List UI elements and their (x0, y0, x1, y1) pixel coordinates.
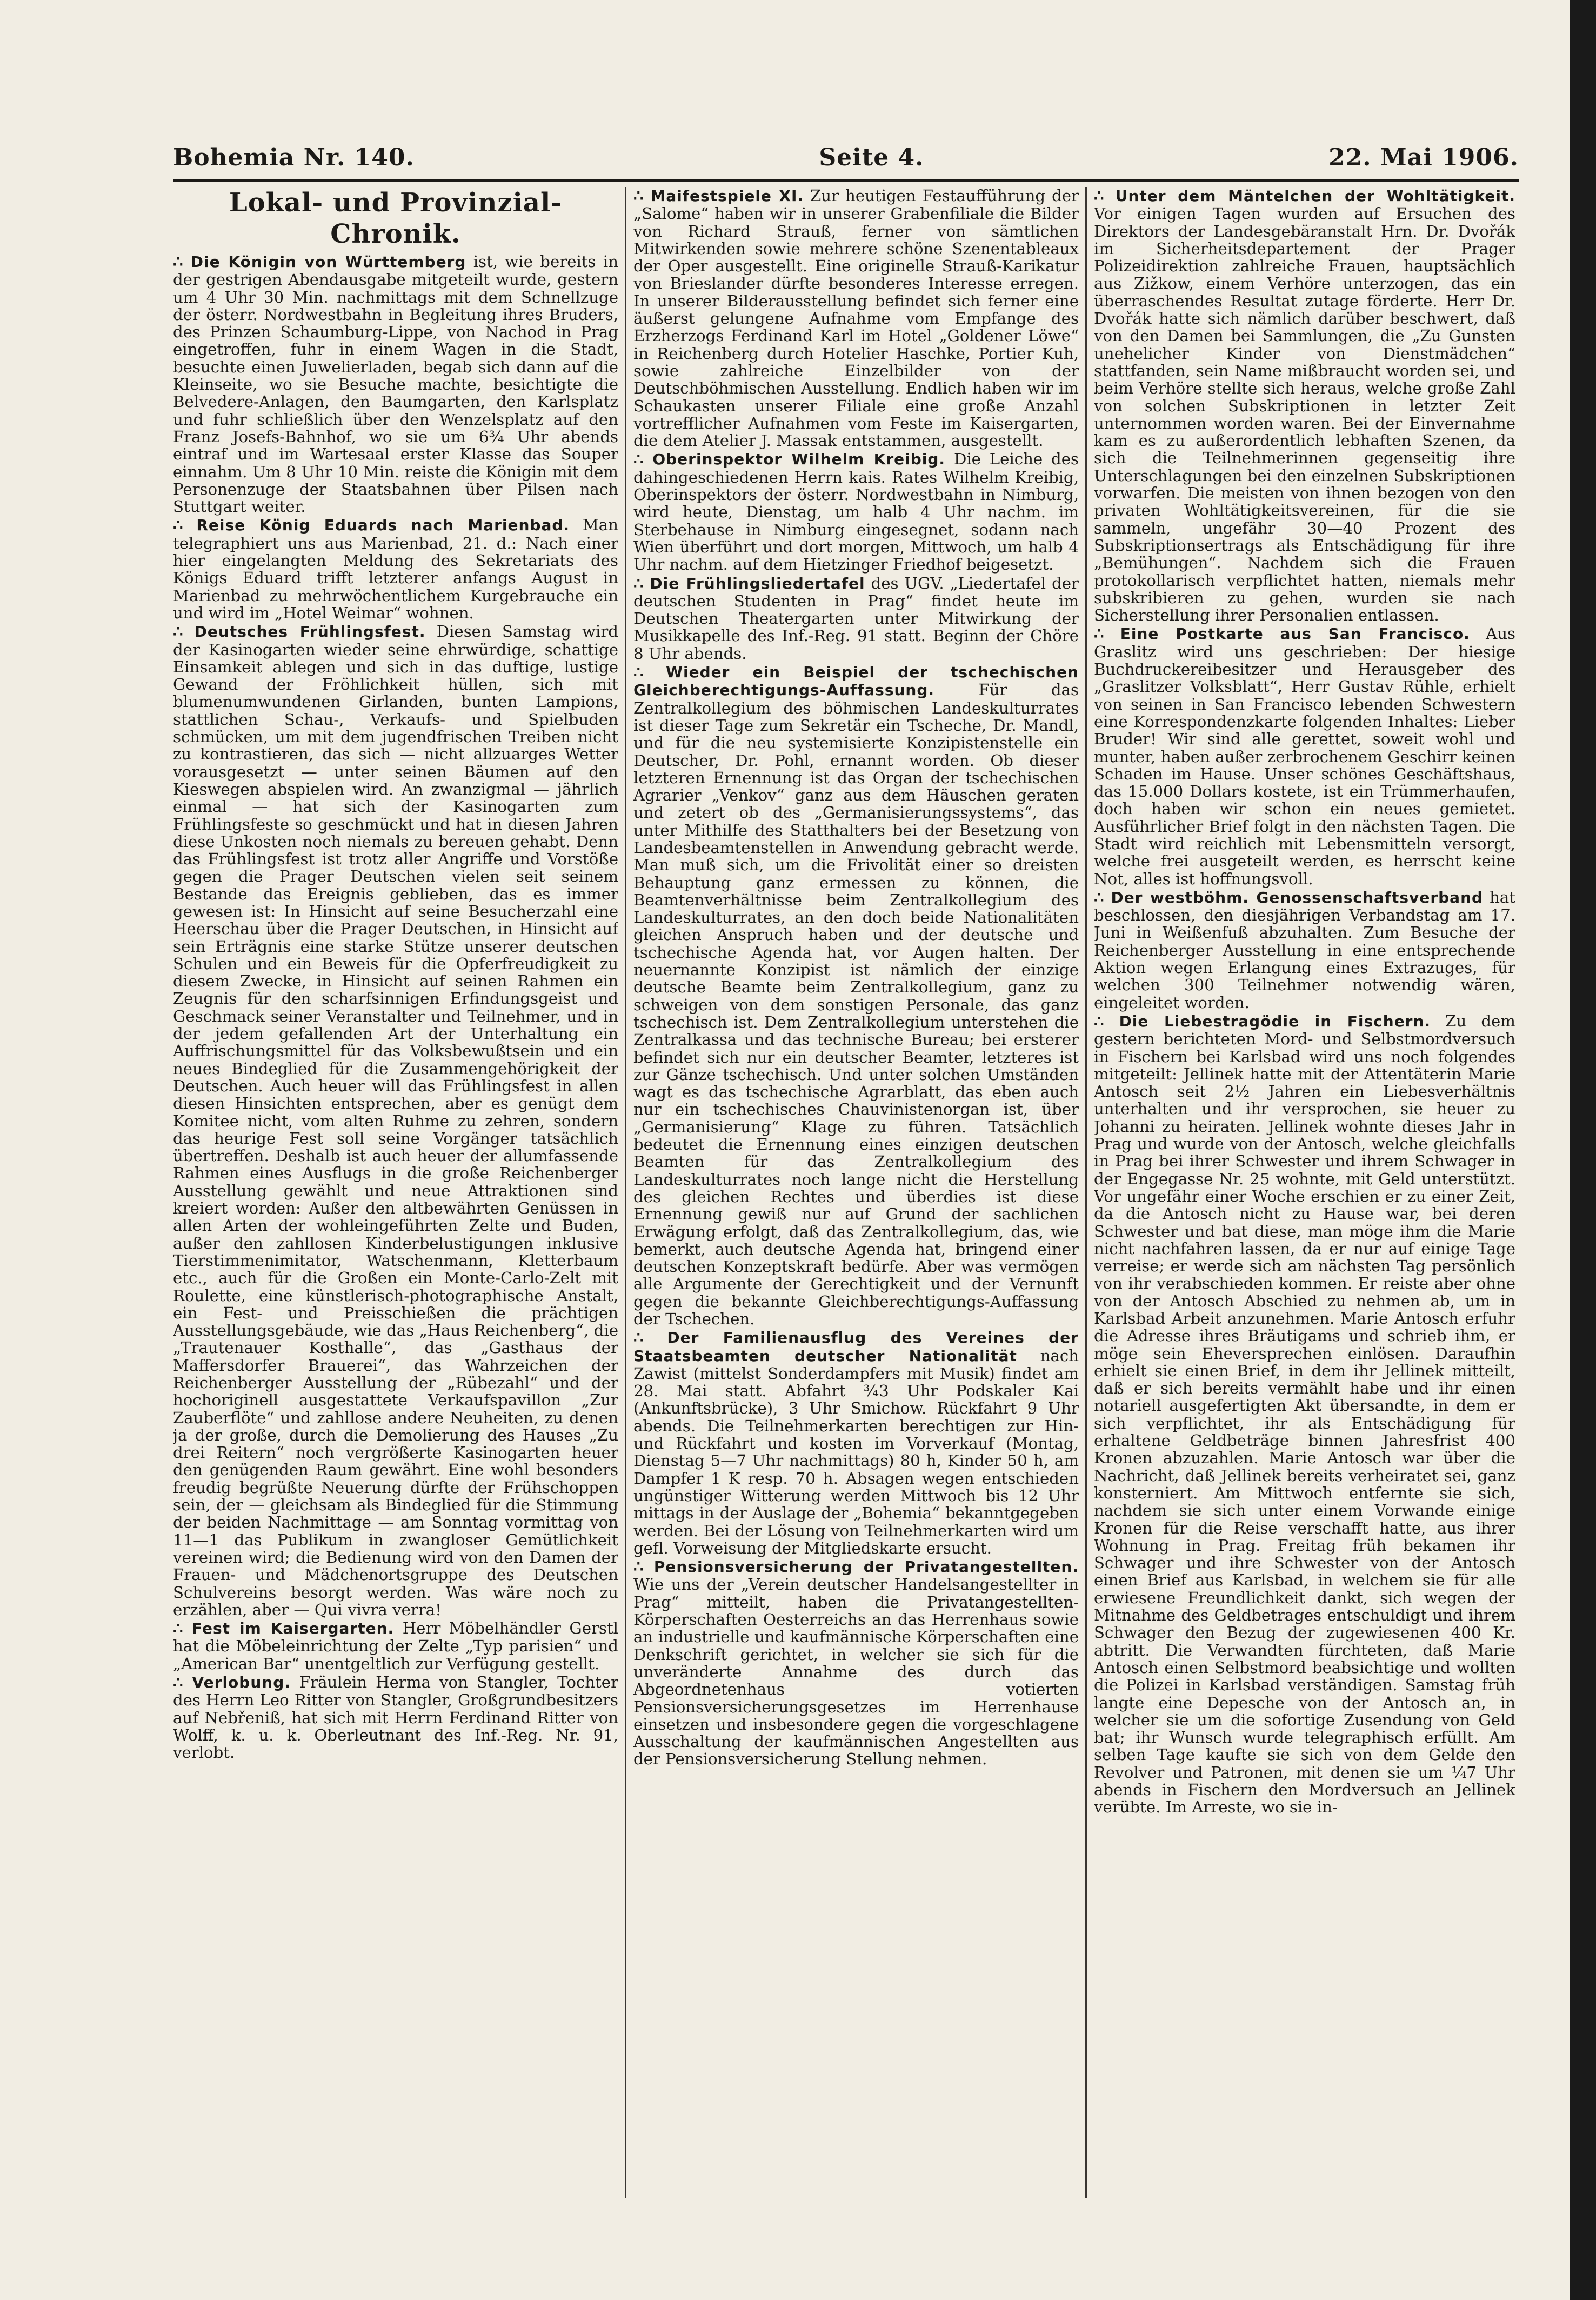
article-headline: Die Liebestragödie in Fischern. (1119, 1012, 1431, 1030)
article-body: Wie uns der „Verein deutscher Handelsangestellter in Prag“ mitteilt, haben die Privatangestellten-Körperschaften Oesterreichs an das Herrenhaus sowie an industrielle und kaufmännische Körperschaften eine Denkschrift gerichtet, in welcher sie sich für die unveränderte Annahme des durch das Abgeordnetenhaus votierten Pensionsversicherungsgesetzes im Herrenhause einsetzen und insbesondere gegen die vorgeschlagene Ausschaltung der kaufmännischen Angestellten aus der Pensionsversicherung Stellung nehmen. (633, 1575, 1079, 1769)
article-body: Vor einigen Tagen wurden auf Ersuchen des Direktors der Landesgebäranstalt Hrn. Dr. Dvořák im Sicherheitsdepartement der Prager Polizeidirektion zahlreiche Frauen, hauptsächlich aus Zižkow, einem Verhöre unterzogen, das ein überraschendes Resultat zutage förderte. Herr Dr. Dvořák hatte sich nämlich darüber beschwert, daß von den Damen bei Sammlungen, die „Zu Gunsten unehelicher Kinder von Dienstmädchen“ stattfanden, sein Name mißbraucht worden sei, und beim Verhöre stellte sich heraus, welche große Zahl von solchen Subskriptionen in letzter Zeit unternommen worden waren. Bei der Einvernahme kam es zu außerordentlich lebhaften Szenen, da sich die Teilnehmerinnen gegenseitig ihre Unterschlagungen bei den einzelnen Subskriptionen vorwarfen. Die meisten von ihnen bezogen von den privaten Wohltätigkeitsvereinen, für die sie sammeln, ungefähr 30—40 Prozent des Subskriptionsertrags als Entschädigung für ihre „Bemühungen“. Nachdem sich die Frauen protokollarisch verpflichtet hatten, niemals mehr subskribieren zu gehen, wurden sie nach Sicherstellung ihrer Personalien entlassen. (1094, 204, 1515, 625)
article-body: des UGV. „Liedertafel der deutschen Studenten in Prag“ findet heute im Deutschen Theatergarten unter Mitwirkung der Musikkapelle des Inf.-Reg. 91 statt. Beginn der Chöre 8 Uhr abends. (633, 574, 1079, 663)
article-headline: Oberinspektor Wilhelm Kreibig. (652, 450, 946, 469)
article (1094, 625, 1515, 887)
article-body: Man telegraphiert uns aus Marienbad, 21. d.: Nach einer hier eingelangten Meldung des Sekretariats des Königs Eduard trifft letzterer anfangs August in Marienbad zu mehrwöchentlichem Kurgebrauche ein und wird im „Hotel Weimar“ wohnen. (173, 516, 618, 622)
article (173, 623, 618, 1618)
article-headline: Die Königin von Württemberg (190, 253, 466, 271)
article (1094, 187, 1515, 624)
article-headline: Reise König Eduards nach Marienbad. (196, 516, 570, 535)
article-marker-icon: ∴ (1094, 624, 1120, 643)
article-marker-icon: ∴ (173, 1619, 192, 1638)
article-body: Zur heutigen Festaufführung der „Salome“ haben wir in unserer Grabenfiliale die Bilder von Richard Strauß, ferner von sämtlichen Mitwirkenden sowie mehrere schöne Szenentableaux der Oper ausgestellt. Eine originelle Strauß-Karikatur von Brieslander dürfte besonderes Interesse erregen. In unserer Bilderausstellung befindet sich ferner eine äußerst gelungene Aufnahme vom Empfange des Erzherzogs Ferdinand Karl im Hotel „Goldener Löwe“ in Reichenberg durch Hotelier Haschke, Portier Kuh, sowie zahlreiche Einzelbilder von der Deutschböhmischen Ausstellung. Endlich haben wir im Schaukasten unserer Filiale eine große Anzahl vortrefflicher Aufnahmen vom Feste im Kaisergarten, die dem Atelier J. Massak entstammen, ausgestellt. (633, 187, 1079, 450)
article-body: Die Leiche des dahingeschiedenen Herrn kais. Rates Wilhelm Kreibig, Oberinspektors der österr. Nordwestbahn in Nimburg, wird heute, Dienstag, um halb 4 Uhr nachm. im Sterbehause in Nimburg eingesegnet, sodann nach Wien überführt und dort morgen, Mittwoch, um halb 4 Uhr nachm. auf dem Hietzinger Friedhof beigesetzt. (633, 450, 1079, 574)
article-body: Diesen Samstag wird der Kasinogarten wieder seine ehrwürdige, schattige Einsamkeit ablegen und sich in das duftige, lustige Gewand der Fröhlichkeit hüllen, sich mit blumenumwundenen Girlanden, bunten Lampions, stattlichen Schau-, Verkaufs- und Spielbuden schmücken, um mit dem jugendfrischen Treiben nicht zu kontrastieren, das sich — nicht allzuarges Wetter vorausgesetzt — unter seinen Bäumen auf den Kieswegen abspielen wird. An zwanzigmal — jährlich einmal — hat sich der Kasinogarten zum Frühlingsfeste so geschmückt und hat in diesen Jahren diese Unkosten noch niemals zu bereuen gehabt. Denn das Frühlingsfest ist trotz aller Angriffe und Vorstöße gegen die Prager Deutschen vielen seit seinem Bestande das Ereignis geblieben, das es immer gewesen ist: In Hinsicht auf seine Besucherzahl eine Heerschau über die Prager Deutschen, in Hinsicht auf sein Erträgnis eine starke Stütze unserer deutschen Schulen und ein Beweis für die Opferfreudigkeit zu diesem Zwecke, in Hinsicht auf seinen Rahmen ein Zeugnis für den scharfsinnigen Erfindungsgeist und Geschmack seiner Veranstalter und Teilnehmer, und in der jedem gefallenden Art der Unterhaltung ein Auffrischungsmittel für das Volksbewußtsein und ein neues Bindeglied für die Zusammengehörigkeit der Deutschen. Auch heuer will das Frühlingsfest in allen diesen Hinsichten entsprechen, aber es genügt dem Komitee nicht, vom alten Ruhme zu zehren, sondern das heurige Fest soll seine Vorgänger tatsächlich übertreffen. Deshalb ist auch heuer der allumfassende Rahmen eines Ausflugs in die große Reichenberger Ausstellung gewählt und neue Attraktionen sind kreiert worden: Außer den altbewährten Genüssen in allen Arten der wohleingeführten Zelte und Buden, außer den zahllosen Kinderbelustigungen inklusive Tierstimmenimitator, Watschenmann, Kletterbaum etc., auch für die Großen ein Monte-Carlo-Zelt mit Roulette, eine künstlerisch-photographische Anstalt, ein Fest- und Preisschießen die prächtigen Ausstellungsgebäude, wie das „Haus Reichenberg“, die „Trautenauer Kosthalle“, das „Gasthaus der Maffersdorfer Brauerei“, das Wahrzeichen der Reichenberger Ausstellung der „Rübezahl“ und der hochoriginell ausgestattete Verkaufspavillon „Zur Zauberflöte“ und zahllose andere Neuheiten, zu denen ja der große, durch die Demolierung des Hauses „Zu drei Reitern“ noch vergrößerte Kasinogarten heuer den genügenden Raum gewährt. Eine wohl besonders freudig begrüßte Neuerung dürfte der Frühschoppen sein, der — gleichsam als Bindeglied für die Stimmung der beiden Nachmittage — am Sonntag vormittag von 11—1 das Publikum in zwangloser Gemütlichkeit vereinen wird; die Bedienung wird von den Damen der Frauen- und Mädchenortsgruppe des Deutschen Schulvereins besorgt werden. Was wäre noch zu erzählen, aber — Qui vivra verra! (173, 622, 618, 1619)
article-headline: Unter dem Mäntelchen der Wohltätigkeit. (1115, 187, 1515, 205)
article (173, 516, 618, 622)
columns (173, 187, 1519, 2203)
article-marker-icon: ∴ (173, 516, 197, 535)
article (173, 253, 618, 515)
article-headline: Verlobung. (192, 1674, 291, 1692)
article-body: Fräulein Herma von Stangler, Tochter des Herrn Leo Ritter von Stangler, Großgrundbesitzers auf Nebřeniß, hat sich mit Herrn Ferdinand Ritter von Wolff, k. u. k. Oberleutnant des Inf.-Reg. Nr. 91, verlobt. (173, 1673, 618, 1762)
article (173, 1619, 618, 1672)
article (633, 1558, 1079, 1768)
header-issue: Bohemia Nr. 140. (173, 144, 415, 171)
article-body: Zu dem gestern berichteten Mord- und Selbstmordversuch in Fischern bei Karlsbad wird uns noch folgendes mitgeteilt: Jellinek hatte mit der Attentäterin Marie Antosch seit 2½ Jahren ein Liebesverhältnis unterhalten und ihr versprochen, sie heuer zu Johanni zu heiraten. Jellinek wohnte dieses Jahr in Prag und wurde von der Antosch, welche gleichfalls in Prag bei ihrer Schwester und ihrem Schwager in der Engegasse Nr. 25 wohnte, mit Geld unterstützt. Vor ungefähr einer Woche erschien er zu einer Zeit, da die Antosch nicht zu Hause war, bei deren Schwester und bat diese, man möge ihm die Marie nicht nachfahren lassen, da er nur auf einige Tage verreise; er werde sich am nächsten Tag persönlich von ihr verabschieden kommen. Er reiste aber ohne von der Antosch Abschied zu nehmen ab, um in Karlsbad Arbeit anzunehmen. Marie Antosch erfuhr die Adresse ihres Bräutigams und schrieb ihm, er möge sein Eheversprechen einlösen. Daraufhin erhielt sie einen Brief, in dem ihr Jellinek mitteilt, daß er sich bereits vermählt habe und ihr einen notariell ausgefertigten Akt übersandte, in dem er sich verpflichtet, ihr als Entschädigung für erhaltene Geldbeträge binnen Jahresfrist 400 Kronen abzuzahlen. Marie Antosch war über die Nachricht, daß Jellinek bereits verheiratet sei, ganz konsterniert. Am Mittwoch entfernte sie sich, nachdem sie sich unter einem Vorwande einige Kronen für die Reise verschafft hatte, aus ihrer Wohnung in Prag. Freitag früh bekamen ihr Schwager und ihre Schwester von der Antosch einen Brief aus Karlsbad, in welchem sie für alle erwiesene Freundlichkeit dankt, sich wegen der Mitnahme des Geldbetrages entschuldigt und ihrem Schwager den Bezug der zugewiesenen 400 Kr. abtritt. Die Verwandten fürchteten, daß Marie Antosch einen Selbstmord beabsichtige und wollten die Polizei in Karlsbad verständigen. Samstag früh langte eine Depesche von der Antosch an, in welcher sie um die sofortige Zusendung von Geld bat; ihr Wunsch wurde telegraphisch erfüllt. Am selben Tage kaufte sie sich von dem Gelde den Revolver und Patronen, mit denen sie um ¼7 Uhr abends in Fischern den Mordversuch an Jellinek verübte. Im Arreste, wo sie in- (1094, 1011, 1515, 1817)
article-headline: Pensionsversicherung der Privatangestellten. (653, 1558, 1079, 1576)
article-headline: Fest im Kaisergarten. (192, 1619, 395, 1638)
article-headline: Der westböhm. Genossenschaftsverband (1111, 888, 1484, 906)
article-marker-icon: ∴ (633, 450, 653, 469)
article-marker-icon: ∴ (173, 252, 191, 271)
column-1 (173, 187, 618, 2198)
article (633, 575, 1079, 662)
article (173, 1674, 618, 1761)
column-2 (633, 187, 1079, 2198)
article-marker-icon: ∴ (1094, 1011, 1119, 1030)
column-divider (625, 187, 626, 2198)
article (633, 450, 1079, 573)
article-body: Aus Graslitz wird uns geschrieben: Der hiesige Buchdruckereibesitzer und Herausgeber des „Graslitzer Volksblatt“, Herr Gustav Rühle, erhielt von seinen in San Francisco lebenden Schwestern eine Korrespondenzkarte folgenden Inhaltes: Lieber Bruder! Wir sind alle gerettet, soweit wohl und munter, haben außer zerbrochenem Geschirr keinen Schaden im Hause. Unser schönes Geschäftshaus, das 15.000 Dollars kostete, ist ein Trümmerhaufen, doch haben wir schon ein neues gemietet. Ausführlicher Brief folgt in den nächsten Tagen. Die Stadt wird reichlich mit Lebensmitteln versorgt, welche frei ausgeteilt werden, es herrscht keine Not, alles ist hoffnungsvoll. (1094, 624, 1515, 888)
article (633, 187, 1079, 449)
article (1094, 1012, 1515, 1816)
article-marker-icon: ∴ (633, 187, 651, 205)
column-3 (1094, 187, 1515, 2198)
article-body: hat beschlossen, den diesjährigen Verbandstag am 17. Juni in Weißenfuß abzuhalten. Zum Besuche der Reichenberger Ausstellung in eine entsprechende Aktion wegen Erlangung eines Extrazuges, für welchen 300 Teilnehmer notwendig wären, eingeleitet worden. (1094, 888, 1515, 1012)
article-marker-icon: ∴ (633, 1557, 654, 1576)
article-body: Für das Zentralkollegium des böhmischen Landeskulturrates ist dieser Tage zum Sekretär ein Tscheche, Dr. Mandl, und für die neu systemisierte Konzipistenstelle ein Deutscher, Dr. Pohl, ernannt worden. Ob dieser letzteren Ernennung ist das Organ der tschechischen Agrarier „Venkov“ ganz aus dem Häuschen geraten und zetert ob des „Germanisierungssystems“, das unter Mithilfe des Statthalters bei der Besetzung von Landesbeamtenstellen in Anwendung gebracht werde. Man muß sich, um die Frivolität einer so dreisten Behauptung ganz ermessen zu können, die Beamtenverhältnisse beim Zentralkollegium des Landeskulturrates, an den doch beide Nationalitäten gleichen Anspruch haben und der deutsche und tschechische Agenda hat, vor Augen halten. Der neuernannte Konzipist ist nämlich der einzige deutsche Beamte beim Zentralkollegium, ganz zu schweigen von dem sonstigen Personale, das ganz tschechisch ist. Dem Zentralkollegium unterstehen die Zentralkassa und das technische Bureau; bei ersterer befindet sich nur ein deutscher Beamter, letzteres ist zur Gänze tschechisch. Und unter solchen Umständen wagt es das tschechische Agrarblatt, das eben auch nur ein tschechisches Chauvinistenorgan ist, über „Germanisierung“ Klage zu führen. Tatsächlich bedeutet die Ernennung eines einzigen deutschen Beamten für das Zentralkollegium des Landeskulturrates noch lange nicht die Herstellung des gleichen Rechtes und überdies ist diese Ernennung gewiß nur auf Grund der sachlichen Erwägung erfolgt, daß das Zentralkollegium, das, wie bemerkt, auch deutsche Agenda hat, bringend einer deutschen Konzeptskraft bedürfe. Aber was vermögen alle Argumente der Gerechtigkeit und der Vernunft gegen die bekannte Gleichberechtigungs-Auffassung der Tschechen. (633, 681, 1079, 1328)
article (633, 663, 1079, 1328)
article-headline: Maifestspiele XI. (650, 187, 804, 205)
article-marker-icon: ∴ (633, 1328, 667, 1347)
article-marker-icon: ∴ (633, 663, 666, 682)
article-body: nach Zawist (mittelst Sonderdampfers mit Musik) findet am 28. Mai statt. Abfahrt ¾3 Uhr Podskaler Kai (Ankunftsbrücke), 3 Uhr Smichow. Rückfahrt 9 Uhr abends. Die Teilnehmerkarten berechtigen zur Hin- und Rückfahrt und kosten im Vorverkauf (Montag, Dienstag 5—7 Uhr nachmittags) 80 h, Kinder 50 h, am Dampfer 1 K resp. 70 h. Absagen wegen entschieden ungünstiger Witterung werden Mittwoch bis 12 Uhr mittags in der Auslage der „Bohemia“ bekanntgegeben werden. Bei der Lösung von Teilnehmerkarten wird um gefl. Vorweisung der Mitgliedskarte ersucht. (633, 1346, 1079, 1557)
article-body: ist, wie bereits in der gestrigen Abendausgabe mitgeteilt wurde, gestern um 4 Uhr 30 Min. nachmittags mit dem Schnellzuge der österr. Nordwestbahn in Begleitung ihres Bruders, des Prinzen Schaumburg-Lippe, von Nachod in Prag eingetroffen, fuhr in einem Wagen in die Stadt, besuchte einen Juwelierladen, begab sich dann auf die Kleinseite, wo sie Besuche machte, besichtigte die Belvedere-Anlagen, den Baumgarten, den Karlsplatz und fuhr schließlich über den Wenzelsplatz auf den Franz Josefs-Bahnhof, wo sie um 6¾ Uhr abends eintraf und im Wartesaal erster Klasse das Souper einnahm. Um 8 Uhr 10 Min. reiste die Königin mit dem Personenzuge der Staatsbahnen über Pilsen nach Stuttgart weiter. (173, 252, 618, 516)
article-marker-icon: ∴ (173, 622, 195, 641)
article (1094, 889, 1515, 1011)
header-date: 22. Mai 1906. (1328, 144, 1519, 171)
article-headline: Eine Postkarte aus San Francisco. (1120, 625, 1470, 643)
article-headline: Die Frühlingsliedertafel (650, 574, 865, 592)
column-divider (1085, 187, 1087, 2198)
section-title: Lokal- und Provinzial-Chronik. (229, 188, 563, 249)
article-marker-icon: ∴ (1094, 888, 1111, 906)
article-headline: Der Familienausflug des Vereines der Staatsbeamten deutscher Nationalität (633, 1329, 1079, 1365)
header-rule (173, 179, 1519, 182)
article-body: Herr Möbelhändler Gerstl hat die Möbeleinrichtung der Zelte „Typ parisien“ und „American Bar“ unentgeltlich zur Verfügung gestellt. (173, 1619, 618, 1673)
article-marker-icon: ∴ (1094, 187, 1116, 205)
article-marker-icon: ∴ (173, 1673, 192, 1692)
header-page-number: Seite 4. (819, 144, 924, 171)
scan-edge (1570, 0, 1596, 2300)
page-header (173, 144, 1519, 176)
article-headline: Wieder ein Beispiel der tschechischen Gleichberechtigungs-Auffassung. (633, 663, 1079, 699)
article (633, 1329, 1079, 1557)
article-headline: Deutsches Frühlingsfest. (194, 623, 426, 641)
article-marker-icon: ∴ (633, 574, 650, 592)
